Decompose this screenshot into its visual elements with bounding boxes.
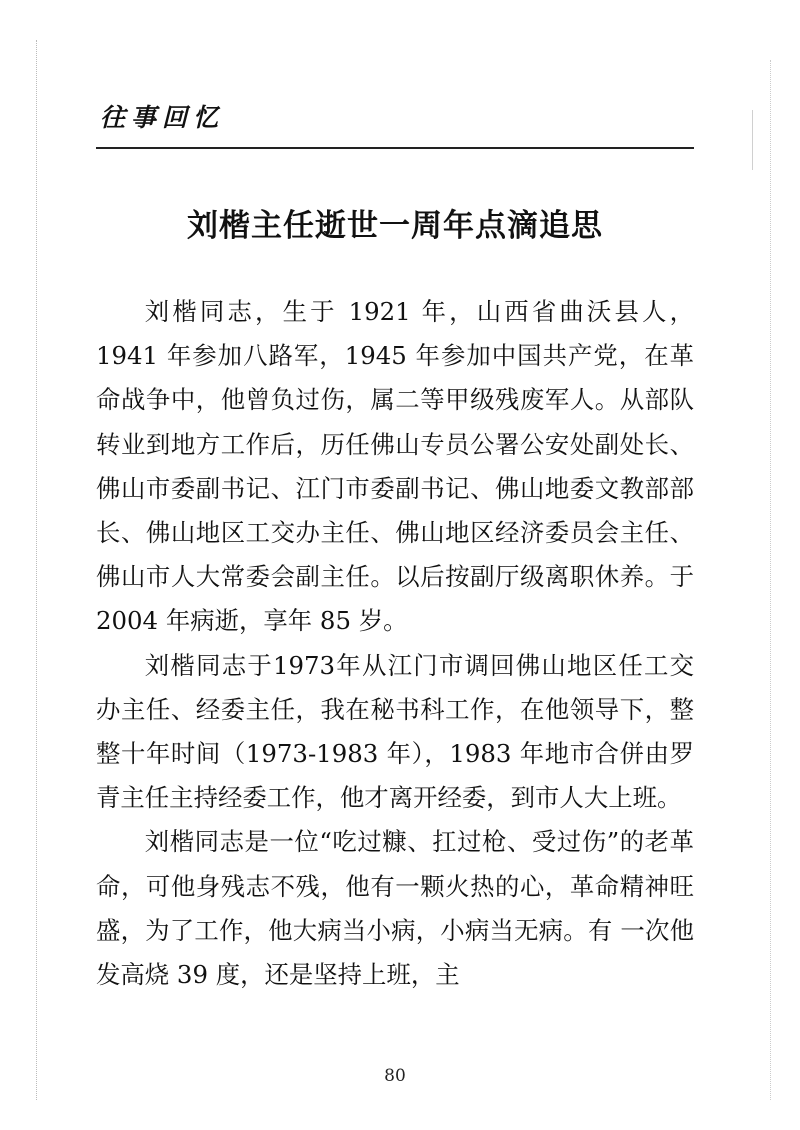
scan-edge-left xyxy=(36,40,37,1100)
section-header: 往事回忆 xyxy=(100,103,225,132)
header-rule xyxy=(96,147,694,149)
paragraph-3: 刘楷同志是一位“吃过糠、扛过枪、受过伤”的老革命，可他身残志不残，他有一颗火热的心，革命精神旺盛，为了工作，他大病当小病，小病当无病。有 一次他发高烧 39 度，还是坚持上班，主 xyxy=(96,827,694,990)
paragraph-2: 刘楷同志于1973年从江门市调回佛山地区任工交办主任、经委主任，我在秘书科工作，在他领导下，整整十年时间（1973-1983 年），1983 年地市合併由罗青主任主持经委工作，他才离开经委，到市人大上班。 xyxy=(96,650,694,813)
article-body xyxy=(96,290,694,997)
scan-edge-mark xyxy=(752,110,753,170)
paragraph-1: 刘楷同志，生于 1921 年，山西省曲沃县人，1941 年参加八路军，1945 年参加中国共产党，在革命战争中，他曾负过伤，属二等甲级残废军人。从部队转业到地方工作后，历任佛山专员公署公安处副处长、佛山市委副书记、江门市委副书记、佛山地委文教部部长、佛山地区工交办主任、佛山地区经济委员会主任、佛山市人大常委会副主任。以后按副厅级离职休养。于 2004 年病逝，享年 85 岁。 xyxy=(96,297,694,636)
page-number: 80 xyxy=(384,1066,406,1086)
scan-edge-right xyxy=(770,60,771,1100)
article-title: 刘楷主任逝世一周年点滴追思 xyxy=(187,208,603,244)
